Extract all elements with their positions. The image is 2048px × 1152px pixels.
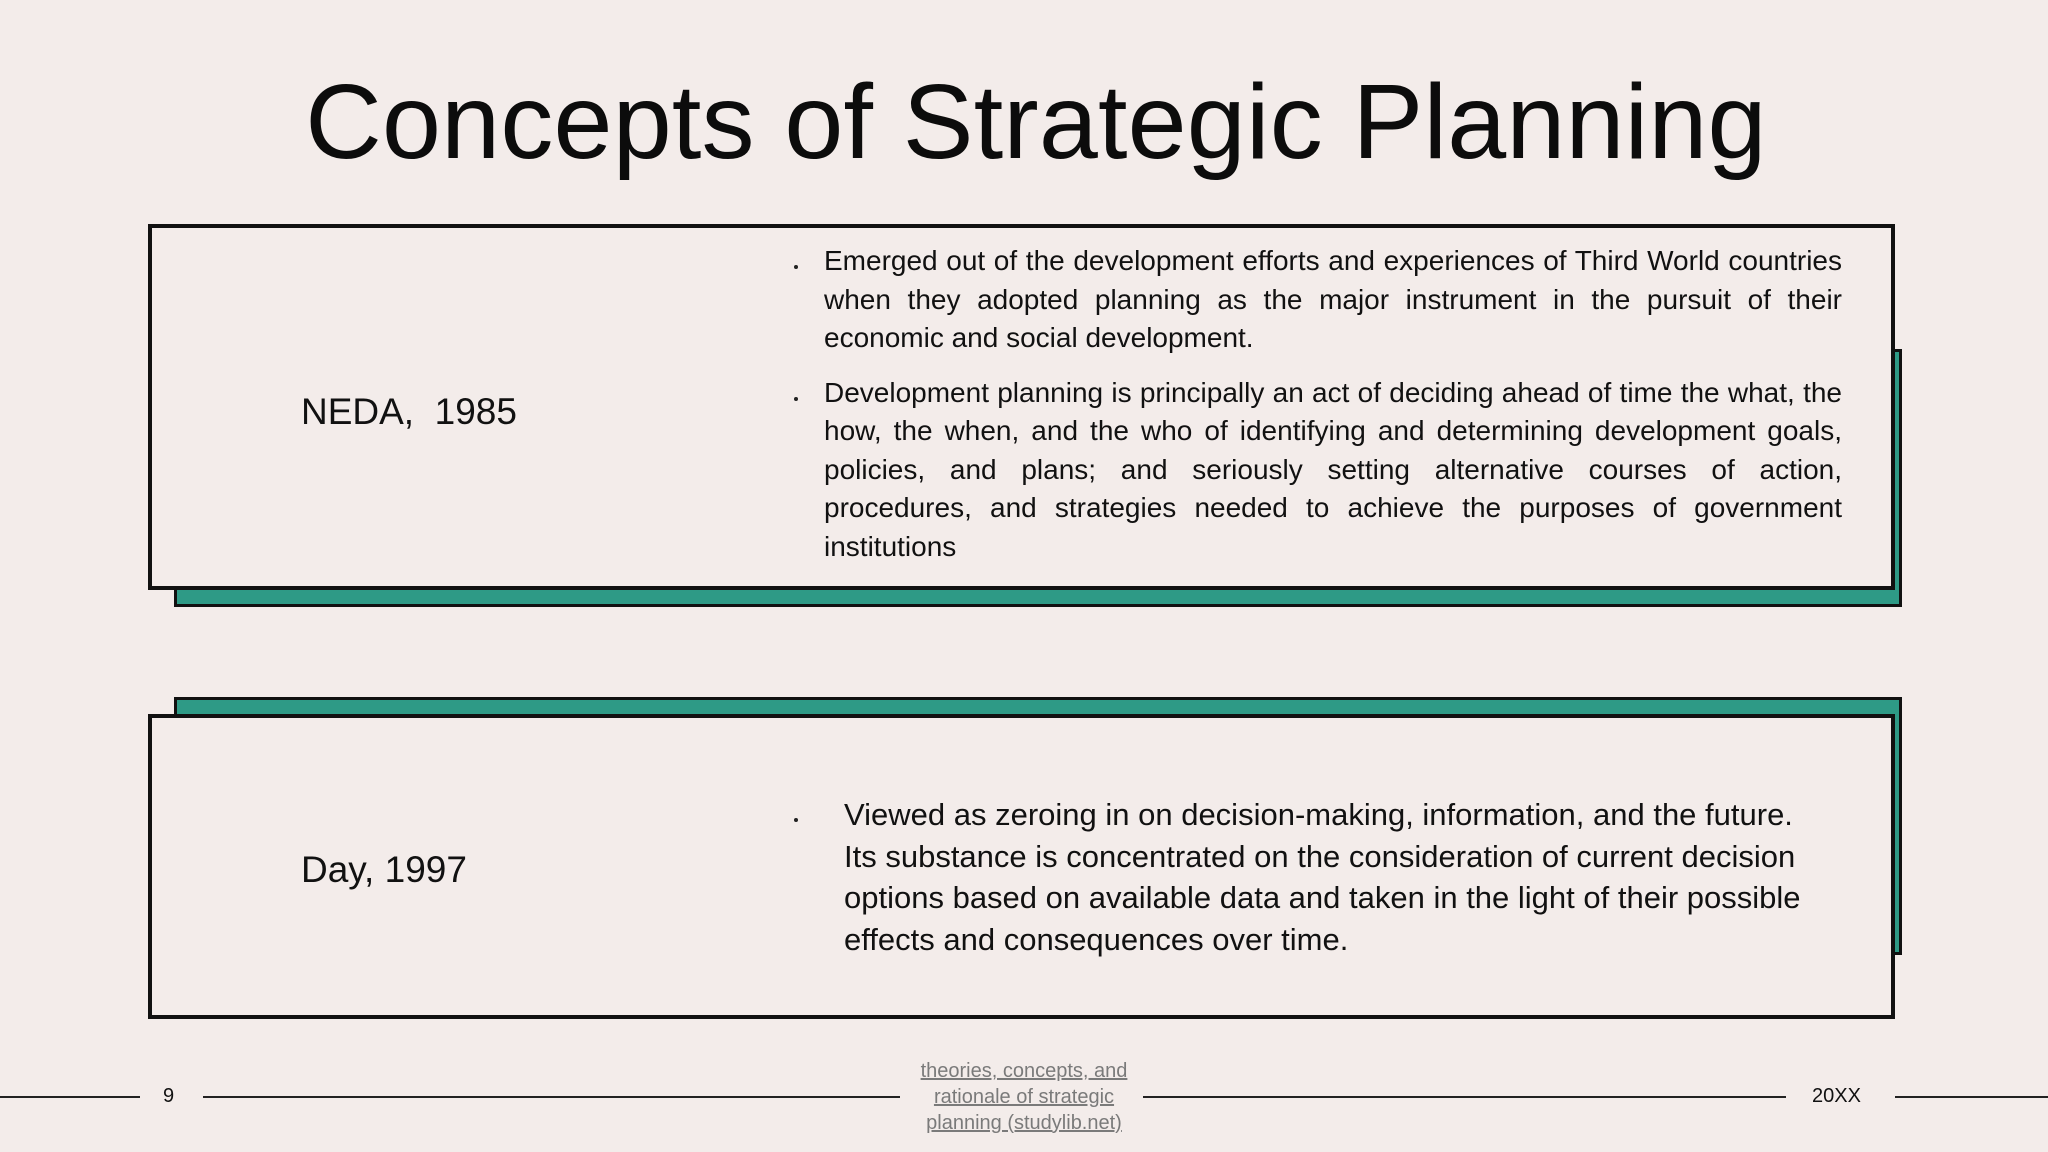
bullet-item — [824, 242, 1842, 358]
bullet-dot-icon — [794, 818, 798, 822]
bullet-text: Viewed as zeroing in on decision-making, information, and the future. Its substance is concentrated on the consideration of current decision options based on available data and taken in the light of their possible effects and consequences over time. — [844, 797, 1801, 957]
bullet-dot-icon — [794, 265, 798, 269]
footer-rule-right — [1895, 1096, 2048, 1098]
footer-rule-left — [0, 1096, 140, 1098]
footer-rule-center-left — [203, 1096, 900, 1098]
bullet-text: Emerged out of the development efforts and experiences of Third World countries when they adopted planning as the major instrument in the pursuit of their economic and social development. — [824, 245, 1842, 353]
bullet-list-day — [844, 794, 1834, 960]
bullet-item — [824, 374, 1842, 567]
slide-title: Concepts of Strategic Planning — [305, 63, 1767, 181]
bullet-item — [844, 794, 1834, 960]
bullet-text: Development planning is principally an act of deciding ahead of time the what, the how, the when, and the who of identifying and determining development goals, policies, and plans; and seriously setting alternative courses of action, procedures, and strategies needed to achieve the purposes of government institutions — [824, 376, 1842, 562]
footer-year: 20XX — [1812, 1085, 1861, 1107]
page-number: 9 — [163, 1085, 175, 1107]
card-label-day: Day, 1997 — [301, 849, 467, 890]
card-label-neda: NEDA, 1985 — [301, 391, 517, 432]
source-link[interactable]: theories, concepts, and rationale of strategic planning (studylib.net) — [920, 1060, 1128, 1134]
bullet-list-neda — [824, 242, 1842, 582]
bullet-dot-icon — [794, 397, 798, 401]
footer-rule-center-right — [1143, 1096, 1786, 1098]
